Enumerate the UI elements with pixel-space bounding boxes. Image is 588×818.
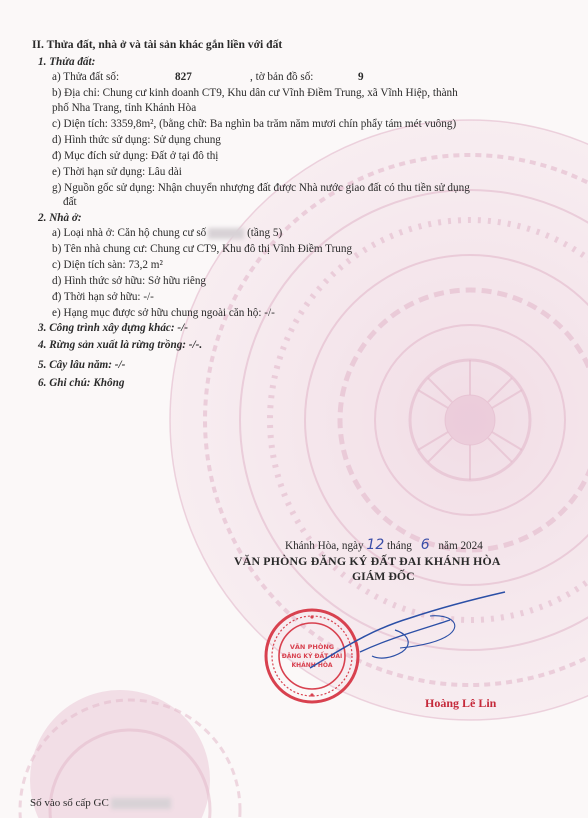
other-works: 3. Công trình xây dựng khác: -/- bbox=[38, 322, 188, 334]
ownership-term: đ) Thời hạn sở hữu: -/- bbox=[52, 291, 154, 303]
building-name: b) Tên nhà chung cư: Chung cư CT9, Khu đô thị Vĩnh Điềm Trung bbox=[52, 243, 353, 255]
land-use-purpose: đ) Mục đích sử dụng: Đất ở tại đô thị bbox=[52, 150, 219, 162]
date-day: 12 bbox=[366, 537, 385, 553]
land-origin-line-2: đất bbox=[63, 196, 77, 208]
stamp-line-2: ĐĂNG KÝ ĐẤT ĐAI bbox=[281, 653, 343, 660]
perennial-trees: 5. Cây lâu năm: -/- bbox=[38, 359, 126, 371]
map-sheet-number: 9 bbox=[358, 71, 364, 83]
signer-name: Hoàng Lê Lin bbox=[425, 696, 497, 710]
signer-title: GIÁM ĐỐC bbox=[352, 569, 415, 583]
stamp-line-3: KHÁNH HÒA bbox=[291, 662, 333, 669]
issuing-office: VĂN PHÒNG ĐĂNG KÝ ĐẤT ĐAI KHÁNH HÒA bbox=[234, 554, 501, 568]
house-type bbox=[52, 226, 282, 240]
land-address-line-2: phố Nha Trang, tỉnh Khánh Hòa bbox=[52, 102, 197, 114]
issue-book-label: Số vào sổ cấp GC bbox=[30, 797, 109, 809]
land-heading: 1. Thửa đất: bbox=[38, 56, 96, 68]
ownership-form: d) Hình thức sở hữu: Sở hữu riêng bbox=[52, 275, 207, 287]
land-origin-line-1: g) Nguồn gốc sử dụng: Nhận chuyển nhượng đất được Nhà nước giao đất có thu tiền sử dụng bbox=[52, 182, 470, 194]
month-label: tháng bbox=[387, 540, 412, 552]
production-forest: 4. Rừng sản xuất là rừng trồng: -/-. bbox=[38, 339, 203, 351]
house-heading: 2. Nhà ở: bbox=[38, 212, 82, 224]
place-date-prefix: Khánh Hòa, ngày bbox=[285, 540, 364, 552]
land-area: c) Diện tích: 3359,8m², (bằng chữ: Ba nghìn ba trăm năm mươi chín phẩy tám mét vuông) bbox=[52, 118, 457, 130]
stamp-line-1: VĂN PHÒNG bbox=[289, 643, 335, 651]
redacted-apartment-number bbox=[208, 228, 244, 239]
handwritten-signature bbox=[300, 590, 510, 680]
land-use-form: d) Hình thức sử dụng: Sử dụng chung bbox=[52, 134, 221, 146]
issue-book-number bbox=[30, 796, 171, 810]
parcel-label: a) Thửa đất số: bbox=[52, 71, 120, 83]
map-sheet-label: , tờ bản đồ số: bbox=[250, 71, 314, 83]
parcel-number: 827 bbox=[175, 71, 192, 83]
section-title: II. Thửa đất, nhà ở và tài sản khác gắn liền với đất bbox=[32, 38, 283, 51]
house-type-prefix: a) Loại nhà ở: Căn hộ chung cư số bbox=[52, 227, 207, 239]
redacted-book-number bbox=[111, 798, 171, 809]
shared-ownership-items: e) Hạng mục được sở hữu chung ngoài căn hộ: -/- bbox=[52, 307, 275, 319]
land-use-term: e) Thời hạn sử dụng: Lâu dài bbox=[52, 166, 182, 178]
note: 6. Ghi chú: Không bbox=[38, 377, 125, 389]
floor-area: c) Diện tích sàn: 73,2 m² bbox=[52, 259, 163, 271]
year-label: năm 2024 bbox=[438, 540, 483, 552]
date-month: 6 bbox=[420, 537, 430, 553]
land-address-line-1: b) Địa chỉ: Chung cư kinh doanh CT9, Khu dân cư Vĩnh Điềm Trung, xã Vĩnh Hiệp, thành bbox=[52, 87, 458, 99]
place-date bbox=[285, 538, 483, 553]
house-type-suffix: (tầng 5) bbox=[247, 227, 283, 239]
